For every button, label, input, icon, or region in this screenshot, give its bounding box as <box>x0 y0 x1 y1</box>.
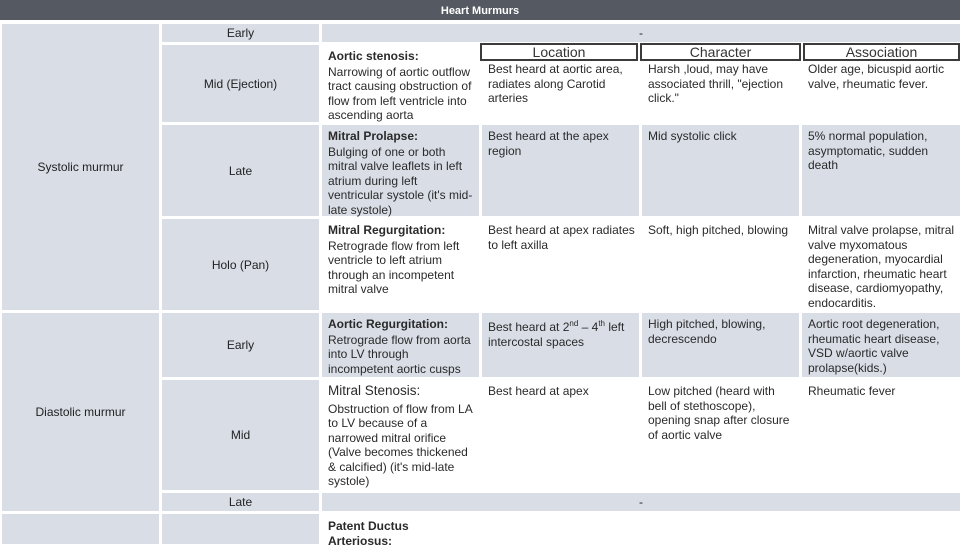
loc-mitral-regurgitation <box>482 219 639 310</box>
location-text <box>488 320 624 349</box>
association-text: Mitral valve prolapse, mitral valve myxomatous degeneration, myocardial infarction, rheumatic heart disease, cardiomyopathy, endocarditis. <box>808 223 955 310</box>
timing-systolic-late <box>162 125 319 216</box>
character-text: Harsh ,loud, may have associated thrill, "ejection click." <box>648 62 783 105</box>
condition-description: Retrograde flow from left ventricle to left atrium through an incompetent mitral valve <box>328 238 460 296</box>
timing-label: Early <box>226 26 255 40</box>
char-mitral-regurgitation <box>642 219 799 310</box>
timing-label: Late <box>228 163 253 178</box>
timing-label: Mid (Ejection) <box>203 76 278 91</box>
location-superscript: th <box>598 319 605 328</box>
condition-description: Bulging of one or both mitral valve leaflets in left atrium during left ventricular systole (it's mid-late systole) <box>328 144 473 217</box>
empty-row-diastolic-late <box>322 493 960 511</box>
empty-marker: - <box>639 26 643 40</box>
header-association: Association <box>803 43 960 61</box>
condition-name: Mitral Stenosis: <box>328 383 421 398</box>
char-mitral-stenosis <box>642 380 799 490</box>
char-aortic-regurgitation <box>642 313 799 377</box>
timing-diastolic-late <box>162 493 319 511</box>
location-part: Best heard at 2 <box>488 320 570 334</box>
timing-diastolic-mid <box>162 380 319 490</box>
character-text: Soft, high pitched, blowing <box>648 223 789 237</box>
loc-patent-ductus <box>482 514 639 544</box>
condition-name: Mitral Regurgitation: <box>328 223 446 237</box>
association-text: 5% normal population, asymptomatic, sudden death <box>808 129 929 172</box>
timing-systolic-mid <box>162 45 319 122</box>
empty-marker: - <box>639 495 643 509</box>
association-text: Rheumatic fever <box>808 384 896 398</box>
timing-systolic-holo <box>162 219 319 310</box>
association-text: Older age, bicuspid aortic valve, rheumatic fever. <box>808 62 945 91</box>
location-part: – 4 <box>578 320 599 334</box>
loc-aortic-regurgitation <box>482 313 639 377</box>
header-location: Location <box>480 43 638 61</box>
cond-aortic-regurgitation <box>322 313 479 377</box>
location-text: Best heard at the apex region <box>488 129 609 158</box>
character-text: Low pitched (heard with bell of stethoscope), opening snap after closure of aortic valve <box>648 384 790 442</box>
group-systolic <box>2 24 159 310</box>
character-text: High pitched, blowing, decrescendo <box>648 317 766 346</box>
header-character: Character <box>640 43 801 61</box>
loc-mitral-prolapse <box>482 125 639 216</box>
timing-label: Mid <box>230 428 251 442</box>
location-text: Best heard at aortic area, radiates along Carotid arteries <box>488 62 623 105</box>
condition-name: Aortic Regurgitation: <box>328 317 448 331</box>
condition-description: Retrograde flow from aorta into LV through incompetent aortic cusps <box>328 332 471 376</box>
group-diastolic <box>2 313 159 511</box>
assoc-mitral-stenosis <box>802 380 960 490</box>
timing-diastolic-early <box>162 313 319 377</box>
char-patent-ductus <box>642 514 799 544</box>
page-title: Heart Murmurs <box>0 0 960 20</box>
group-next <box>2 514 159 544</box>
timing-label: Late <box>228 495 253 509</box>
cond-mitral-prolapse <box>322 125 479 216</box>
location-text: Best heard at apex <box>488 384 589 398</box>
condition-description: Narrowing of aortic outflow tract causing obstruction of flow from left ventricle into ascending aorta <box>328 64 472 122</box>
condition-name: Patent Ductus Arteriosus: <box>328 519 409 548</box>
condition-name: Mitral Prolapse: <box>328 129 419 143</box>
assoc-mitral-prolapse <box>802 125 960 216</box>
timing-systolic-early <box>162 24 319 42</box>
condition-name: Aortic stenosis: <box>328 49 419 63</box>
empty-row-systolic-early <box>322 24 960 42</box>
char-mitral-prolapse <box>642 125 799 216</box>
association-text: Aortic root degeneration, rheumatic heart disease, VSD w/aortic valve prolapse(kids.) <box>808 317 940 375</box>
condition-description: Obstruction of flow from LA to LV because of a narrowed mitral orifice (Valve becomes thickened & calcified) (it's mid-late systole) <box>328 401 473 488</box>
cond-aortic-stenosis <box>322 45 479 122</box>
cond-mitral-regurgitation <box>322 219 479 310</box>
timing-next <box>162 514 319 544</box>
timing-label: Holo (Pan) <box>211 257 270 272</box>
assoc-mitral-regurgitation <box>802 219 960 310</box>
timing-label: Early <box>226 338 255 352</box>
location-part: left intercostal spaces <box>488 320 625 349</box>
group-systolic-label: Systolic murmur <box>37 160 124 174</box>
assoc-patent-ductus <box>802 514 960 544</box>
cond-mitral-stenosis <box>322 380 479 490</box>
location-text: Best heard at apex radiates to left axilla <box>488 223 635 252</box>
location-superscript: nd <box>569 319 579 328</box>
group-diastolic-label: Diastolic murmur <box>35 405 126 419</box>
cond-patent-ductus <box>322 514 479 548</box>
assoc-aortic-regurgitation <box>802 313 960 377</box>
loc-mitral-stenosis <box>482 380 639 490</box>
character-text: Mid systolic click <box>648 129 737 143</box>
